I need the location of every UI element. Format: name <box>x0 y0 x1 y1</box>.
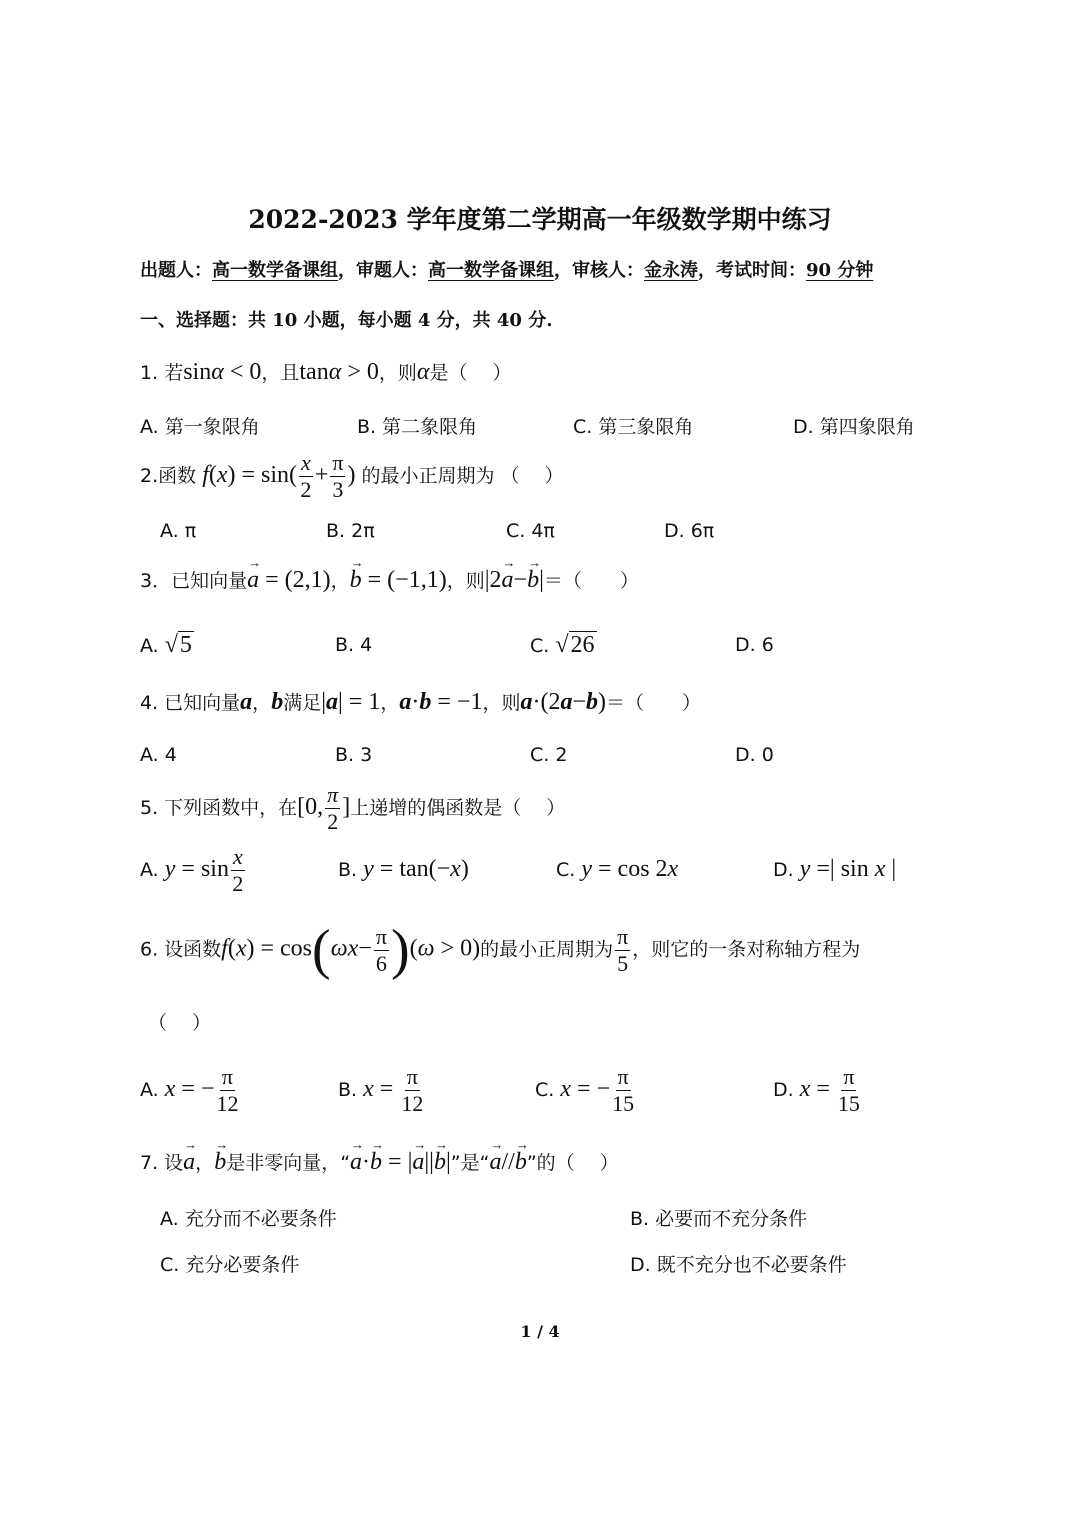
meta-author-label: 出题人： <box>140 260 212 281</box>
question-number: 7. 设 <box>140 1152 184 1174</box>
option-d: D. 6π <box>664 520 715 542</box>
question-text: 的最小正周期为 <box>480 938 614 961</box>
question-number: 5. 下列函数中，在 <box>140 797 298 819</box>
option-c: C. √26 <box>530 632 595 658</box>
meta-time: 90 分钟 <box>806 260 874 281</box>
question-5: 5. 下列函数中，在[0, $\frac{\pi}{2}$ ]上递增的偶函数是（ ） <box>140 782 566 834</box>
question-text: ，则 <box>482 692 521 714</box>
question-text: ＝（ ） <box>606 692 702 714</box>
page-title: 2022-2023 学年度第二学期高一年级数学期中练习 <box>248 205 832 234</box>
option-a: A. y = sin $\frac{x}{2}$ <box>140 844 244 896</box>
exam-meta <box>140 256 873 282</box>
option-d: D. 0 <box>735 744 774 766</box>
question-number: 1. <box>140 362 159 384</box>
option-d: D. 6 <box>735 634 774 656</box>
option-b: B. 4 <box>335 634 373 656</box>
question-text: 是（ ） <box>429 362 512 384</box>
question-text: ， <box>330 570 350 592</box>
question-text: ， <box>252 692 272 714</box>
question-text: ，则 <box>446 570 485 592</box>
option-b: B. x = $\frac{\pi}{12}$ <box>338 1064 424 1116</box>
option-c: C. 4π <box>506 520 555 542</box>
question-4: 4. 已知向量a，b满足|a| = 1，a·b = −1，则a·(2a−b)＝（ ） <box>140 689 702 715</box>
question-text: ，则它的一条对称轴方程为 <box>632 938 861 961</box>
option-d: D. 第四象限角 <box>793 416 915 438</box>
option-c: C. 充分必要条件 <box>160 1254 300 1276</box>
question-text: 上递增的偶函数是（ ） <box>350 797 566 819</box>
answer-paren: （ ） <box>148 1012 212 1034</box>
option-b: B. 2π <box>326 520 375 542</box>
option-a: A. 充分而不必要条件 <box>160 1208 337 1230</box>
question-number: 4. 已知向量 <box>140 692 241 714</box>
meta-time-label: ，考试时间： <box>698 260 806 281</box>
option-b: B. 第二象限角 <box>357 416 478 438</box>
option-b: B. 必要而不充分条件 <box>630 1208 808 1230</box>
question-1: 1. 若sinα < 0，且tanα > 0，则α是（ ） <box>140 359 512 385</box>
question-text: 若 <box>164 362 184 384</box>
section-heading: 一、选择题：共 10 小题，每小题 4 分，共 40 分. <box>140 310 553 331</box>
question-text: ”是“ <box>450 1152 490 1174</box>
option-a: A. π <box>160 520 197 542</box>
question-text: ， <box>195 1152 215 1174</box>
option-a: A. √5 <box>140 632 192 658</box>
option-c: C. 2 <box>530 744 568 766</box>
meta-checker-label: ，审核人： <box>554 260 644 281</box>
meta-reviewer: 高一数学备课组 <box>428 260 554 281</box>
question-3: 3．已知向量→ a = (2,1)，→ b = (−1,1)，则|2→ a−→ b|＝（ ） <box>140 566 639 594</box>
option-b: B. 3 <box>335 744 373 766</box>
meta-checker: 金永涛 <box>644 260 698 281</box>
option-d: D. 既不充分也不必要条件 <box>630 1254 847 1276</box>
question-2: 2.函数 f(x) = sin( $\frac{x}{2}$ + $\frac{\pi}{3}$ ) 的最小正周期为 （ ） <box>140 450 564 502</box>
option-d: D. y =| sin x | <box>773 856 897 882</box>
question-7: 7. 设→ a，→ b是非零向量，“→ a·→ b = |→ a||→ b|”是“→ a//→ b”的（ ） <box>140 1148 619 1176</box>
option-d: D. x = $\frac{\pi}{15}$ <box>773 1064 860 1116</box>
question-text: 的最小正周期为 （ ） <box>361 465 564 487</box>
question-number: 6. 设函数 <box>140 938 222 961</box>
meta-author: 高一数学备课组 <box>212 260 338 281</box>
question-text: ”的（ ） <box>526 1152 619 1174</box>
option-c: C. x = − $\frac{\pi}{15}$ <box>535 1064 635 1116</box>
question-text: 满足 <box>283 692 322 714</box>
question-text: 是非零向量，“ <box>226 1152 351 1174</box>
question-number: 2.函数 <box>140 465 197 487</box>
option-c: C. y = cos 2x <box>556 856 679 882</box>
question-text: ，且 <box>261 362 300 384</box>
question-6: 6. 设函数f(x) = cos(ωx− $\frac{\pi}{6}$ )(ω > 0)的最小正周期为 $\frac{\pi}{5}$ ，则它的一条对称轴方程为 <box>140 919 861 981</box>
question-text: ，则 <box>378 362 417 384</box>
option-a: A. x = − $\frac{\pi}{12}$ <box>140 1064 239 1116</box>
question-number: 3．已知向量 <box>140 570 248 592</box>
option-c: C. 第三象限角 <box>573 416 694 438</box>
question-text: ， <box>380 692 400 714</box>
option-a: A. 4 <box>140 744 177 766</box>
question-text: ＝（ ） <box>543 570 639 592</box>
page-number: 1 / 4 <box>520 1322 560 1341</box>
meta-reviewer-label: ，审题人： <box>338 260 428 281</box>
option-b: B. y = tan(−x) <box>338 856 469 882</box>
option-a: A. 第一象限角 <box>140 416 260 438</box>
